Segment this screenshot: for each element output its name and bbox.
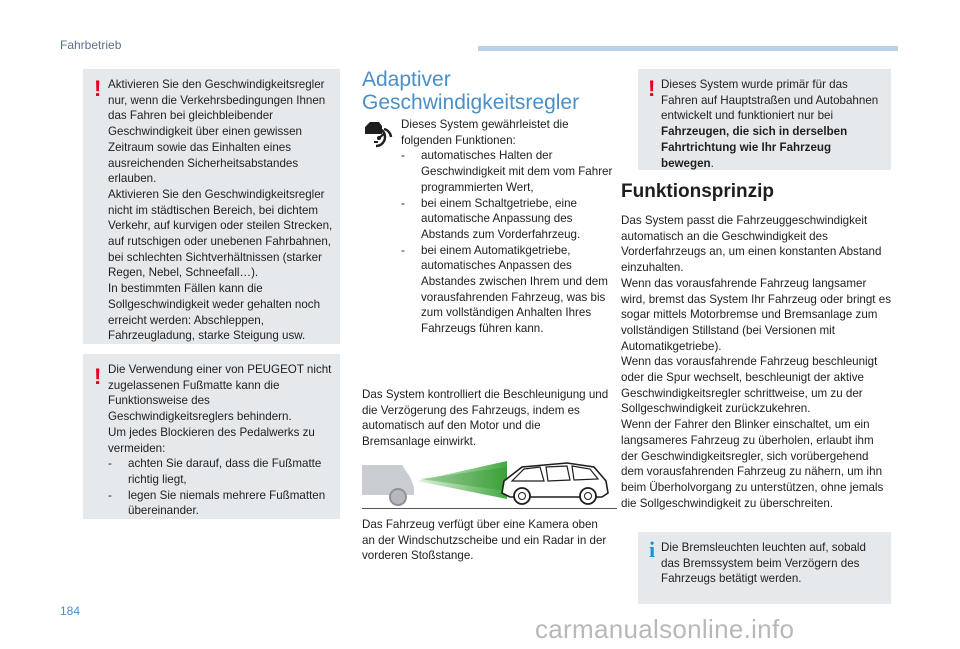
warning-text-activation bbox=[108, 77, 334, 344]
page-number: 184 bbox=[60, 604, 81, 618]
page-title: Adaptiver Geschwindigkeitsregler bbox=[362, 68, 580, 114]
functions-block bbox=[401, 117, 616, 337]
list-item: - legen Sie niemals mehrere Fußmatten übereinander. bbox=[108, 488, 326, 518]
dash: - bbox=[401, 243, 405, 257]
warning-text-floor-mat bbox=[108, 362, 334, 519]
illustration-divider bbox=[362, 508, 617, 509]
principle-text bbox=[621, 213, 893, 511]
paragraph: Wenn das vorausfahrende Fahrzeug beschleunigt oder die Spur wechselt, beschleunigt der aktive Geschwindigkeitsregler schrittweise, um zu der Sollgeschwindigkeit zurückzukehren. bbox=[621, 355, 878, 416]
info-text-brake-lights: Die Bremsleuchten leuchten auf, sobald das Bremssystem beim Verzögern des Fahrzeugs betätigt werden. bbox=[661, 541, 866, 586]
warning-icon: ! bbox=[648, 76, 656, 101]
warning-icon: ! bbox=[94, 364, 102, 389]
car-radar-illustration bbox=[362, 455, 618, 510]
list-item: - achten Sie darauf, dass die Fußmatte richtig liegt, bbox=[108, 457, 322, 486]
paragraph: Um jedes Blockieren des Pedalwerks zu vermeiden: bbox=[108, 425, 315, 455]
paragraph: Die Verwendung einer von PEUGEOT nicht zugelassenen Fußmatte kann die Funktionsweise des Geschwindigkeitsreglers behindern. bbox=[108, 363, 332, 424]
adaptive-cruise-control-icon bbox=[362, 117, 394, 149]
warning-text-primary-use: Dieses System wurde primär für das Fahren auf Hauptstraßen und Autobahnen entwickelt und funktioniert nur bei Fahrzeugen, die sich in derselben Fahrtrichtung wie Ihr Fahrzeug bewegen. bbox=[661, 78, 879, 170]
dash: - bbox=[401, 196, 405, 210]
dash: - bbox=[108, 488, 112, 502]
list-item: - bei einem Automatikgetriebe, automatisches Anpassen des Abstandes zwischen Ihrem und dem vorausfahrenden Fahrzeug, was bis zum vollständigen Anhalten Ihres Fahrzeugs führen kann. bbox=[401, 243, 608, 336]
camera-text: Das Fahrzeug verfügt über eine Kamera oben an der Windschutzscheibe und ein Radar in der vorderen Stoßstange. bbox=[362, 518, 607, 563]
header-bar bbox=[478, 46, 898, 51]
paragraph: Wenn das vorausfahrende Fahrzeug langsamer wird, bremst das System Ihr Fahrzeug oder bringt es sogar mittels Motorbremse und Bremsanlage zum vollständigen Stillstand (bei Versionen mit Automatikgetriebe). bbox=[621, 276, 891, 353]
paragraph: Aktivieren Sie den Geschwindigkeitsregler nur, wenn die Verkehrsbedingungen Ihnen das Fahren bei gleichbleibender Geschwindigkeit über einen gewissen Zeitraum sowie das Einhalten eines ausreichenden Sicherheitsabstandes erlauben. bbox=[108, 78, 326, 186]
paragraph: Wenn der Fahrer den Blinker einschaltet, um ein langsameres Fahrzeug zu überholen, erlaubt ihm der Geschwindigkeitsregler, sich vorübergehend dem vorausfahrenden Fahrzeug zu nähern, um ihn beim Überholvorgang zu unterstützen, ohne jemals die Sollgeschwindigkeit zu überschreiten. bbox=[621, 418, 884, 510]
functions-intro: Dieses System gewährleistet die folgenden Funktionen: bbox=[401, 118, 569, 147]
paragraph: Aktivieren Sie den Geschwindigkeitsregler nicht im städtischen Bereich, bei dichtem Verkehr, auf kurvigen oder steilen Strecken, auf rutschigen oder unebenen Fahrbahnen, bei schlechten Sichtverhältnissen (starker Regen, Nebel, Schneefall…). bbox=[108, 187, 333, 280]
section-heading: Funktionsprinzip bbox=[621, 181, 775, 202]
dash: - bbox=[401, 149, 405, 163]
section-label: Fahrbetrieb bbox=[60, 38, 122, 52]
paragraph: Das System passt die Fahrzeuggeschwindigkeit automatisch an die Geschwindigkeit des Vorderfahrzeugs an, um einen konstanten Abstand einzuhalten. bbox=[621, 214, 882, 275]
info-icon: i bbox=[649, 537, 656, 562]
list-item: - bei einem Schaltgetriebe, eine automatische Anpassung des Abstands zum Vorderfahrzeug. bbox=[401, 196, 581, 241]
paragraph: In bestimmten Fällen kann die Sollgeschwindigkeit weder gehalten noch erreicht werden: Abschleppen, Fahrzeugladung, starke Steigung usw. bbox=[108, 282, 321, 343]
watermark: carmanualsonline.info bbox=[535, 614, 795, 644]
dash: - bbox=[108, 457, 112, 471]
warning-icon: ! bbox=[94, 76, 102, 101]
list-item: - automatisches Halten der Geschwindigkeit mit dem vom Fahrer programmierten Wert, bbox=[401, 149, 613, 194]
control-text: Das System kontrolliert die Beschleunigung und die Verzögerung des Fahrzeugs, indem es automatisch auf den Motor und die Bremsanlage einwirkt. bbox=[362, 388, 609, 449]
